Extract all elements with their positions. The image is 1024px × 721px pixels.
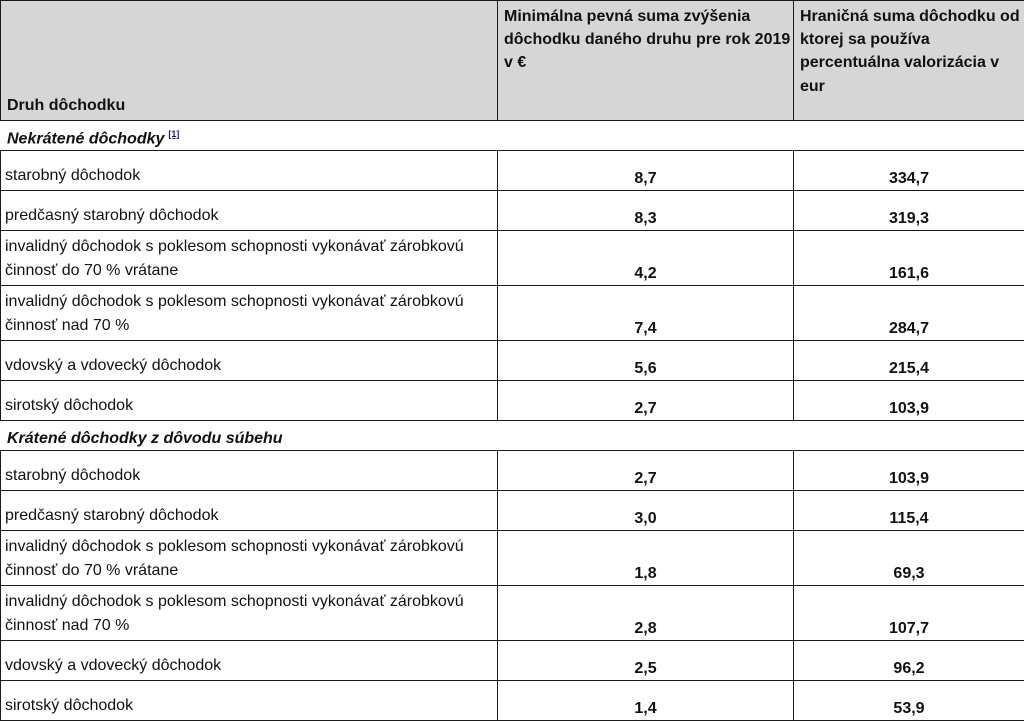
table-row: [1, 381, 1024, 421]
row-min-increase: 2,7: [498, 451, 794, 491]
section-title: Nekrátené dôchodky: [7, 130, 164, 147]
row-min-increase: 8,3: [498, 191, 794, 231]
row-min-increase: 4,2: [498, 231, 794, 286]
row-limit: 103,9: [794, 381, 1024, 421]
section-title: Krátené dôchodky z dôvodu súbehu: [7, 430, 283, 447]
row-label: invalidný dôchodok s poklesom schopnosti vykonávať zárobkovú činnosť do 70 % vrátane: [1, 531, 498, 586]
row-min-increase: 2,8: [498, 586, 794, 641]
row-min-increase: 1,4: [498, 681, 794, 721]
row-limit: 284,7: [794, 286, 1024, 341]
row-label: sirotský dôchodok: [1, 381, 498, 421]
row-min-increase: 3,0: [498, 491, 794, 531]
row-label: vdovský a vdovecký dôchodok: [1, 641, 498, 681]
header-limit-amount: Hraničná suma dôchodku od ktorej sa používa percentuálna valorizácia v eur: [794, 1, 1024, 121]
table-row: [1, 191, 1024, 231]
table-row: [1, 451, 1024, 491]
row-label: sirotský dôchodok: [1, 681, 498, 721]
row-label: invalidný dôchodok s poklesom schopnosti vykonávať zárobkovú činnosť nad 70 %: [1, 586, 498, 641]
row-min-increase: 8,7: [498, 151, 794, 191]
table-row: [1, 586, 1024, 641]
table-row: [1, 341, 1024, 381]
row-label: predčasný starobný dôchodok: [1, 491, 498, 531]
table-row: [1, 491, 1024, 531]
footnote-link[interactable]: [1]: [168, 129, 179, 139]
header-row: [1, 1, 1024, 121]
header-pension-type: Druh dôchodku: [1, 1, 498, 121]
table-row: [1, 531, 1024, 586]
row-limit: 161,6: [794, 231, 1024, 286]
row-limit: 107,7: [794, 586, 1024, 641]
section-row: [1, 121, 1024, 151]
row-limit: 53,9: [794, 681, 1024, 721]
row-limit: 69,3: [794, 531, 1024, 586]
row-min-increase: 1,8: [498, 531, 794, 586]
table-row: [1, 231, 1024, 286]
header-min-increase: Minimálna pevná suma zvýšenia dôchodku daného druhu pre rok 2019 v €: [498, 1, 794, 121]
row-min-increase: 5,6: [498, 341, 794, 381]
row-label: invalidný dôchodok s poklesom schopnosti vykonávať zárobkovú činnosť do 70 % vrátane: [1, 231, 498, 286]
row-limit: 103,9: [794, 451, 1024, 491]
table-row: [1, 286, 1024, 341]
row-label: predčasný starobný dôchodok: [1, 191, 498, 231]
row-label: starobný dôchodok: [1, 151, 498, 191]
row-min-increase: 2,5: [498, 641, 794, 681]
table-row: [1, 681, 1024, 721]
table-row: [1, 151, 1024, 191]
row-label: vdovský a vdovecký dôchodok: [1, 341, 498, 381]
row-label: starobný dôchodok: [1, 451, 498, 491]
row-min-increase: 2,7: [498, 381, 794, 421]
row-limit: 96,2: [794, 641, 1024, 681]
table-row: [1, 641, 1024, 681]
row-limit: 319,3: [794, 191, 1024, 231]
section-row: [1, 421, 1024, 451]
row-limit: 115,4: [794, 491, 1024, 531]
row-limit: 334,7: [794, 151, 1024, 191]
row-limit: 215,4: [794, 341, 1024, 381]
row-min-increase: 7,4: [498, 286, 794, 341]
row-label: invalidný dôchodok s poklesom schopnosti vykonávať zárobkovú činnosť nad 70 %: [1, 286, 498, 341]
